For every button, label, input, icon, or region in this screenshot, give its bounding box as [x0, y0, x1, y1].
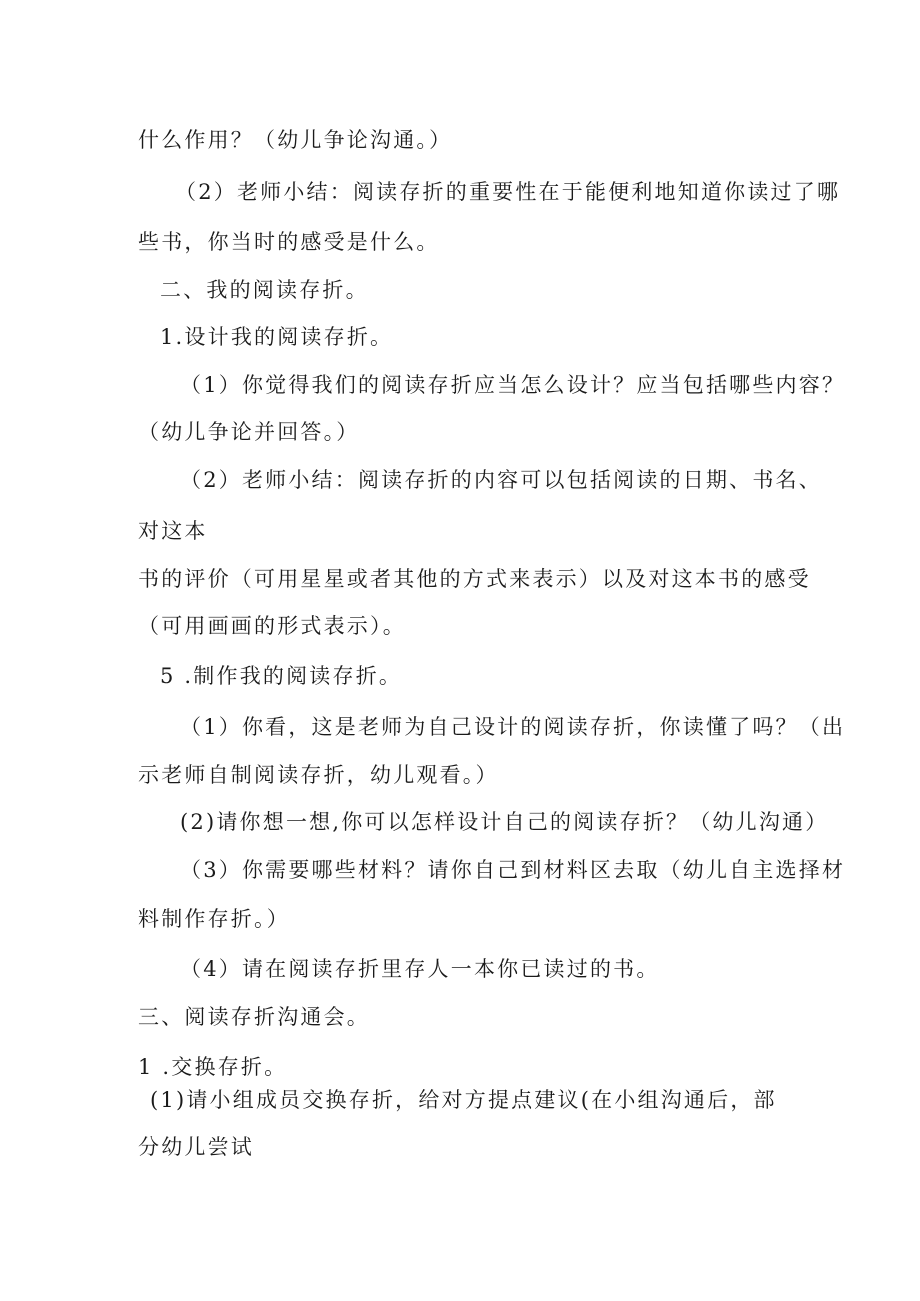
subsection-heading: 1 .交换存折。 — [138, 1055, 288, 1079]
subsection-heading: 5 .制作我的阅读存折。 — [160, 664, 403, 688]
text-line: (1)请小组成员交换存折，给对方提点建议(在小组沟通后，部 — [150, 1088, 777, 1112]
text-line: （2）老师小结：阅读存折的重要性在于能便利地知道你读过了哪 — [175, 180, 841, 204]
subsection-heading: 1.设计我的阅读存折。 — [160, 325, 394, 349]
text-line: 对这本 — [138, 519, 208, 543]
text-line: （可用画画的形式表示）。 — [138, 614, 406, 638]
text-line: 什么作用？（幼儿争论沟通。） — [138, 128, 453, 152]
text-line: （1）你看，这是老师为自己设计的阅读存折，你读懂了吗？（出 — [180, 715, 846, 739]
text-line: 料制作存折。） — [138, 907, 290, 931]
text-line: 书的评价（可用星星或者其他的方式来表示）以及对这本书的感受 — [138, 567, 811, 591]
section-heading: 三、阅读存折沟通会。 — [138, 1005, 370, 1029]
section-heading: 二、我的阅读存折。 — [160, 278, 369, 302]
text-line: （2）老师小结：阅读存折的内容可以包括阅读的日期、书名、 — [180, 468, 822, 492]
text-line: （4）请在阅读存折里存人一本你已读过的书。 — [180, 957, 660, 981]
text-line: 些书，你当时的感受是什么。 — [138, 230, 440, 254]
text-line: 示老师自制阅读存折，幼儿观看。） — [138, 763, 499, 787]
text-line: （幼儿争论并回答。） — [138, 420, 360, 444]
text-line: (2)请你想一想,你可以怎样设计自己的阅读存折？（幼儿沟通） — [180, 810, 829, 834]
text-line: （1）你觉得我们的阅读存折应当怎么设计？应当包括哪些内容？ — [180, 373, 846, 397]
text-line: （3）你需要哪些材料？请你自己到材料区去取（幼儿自主选择材 — [180, 858, 846, 882]
text-line: 分幼儿尝试 — [138, 1135, 254, 1159]
